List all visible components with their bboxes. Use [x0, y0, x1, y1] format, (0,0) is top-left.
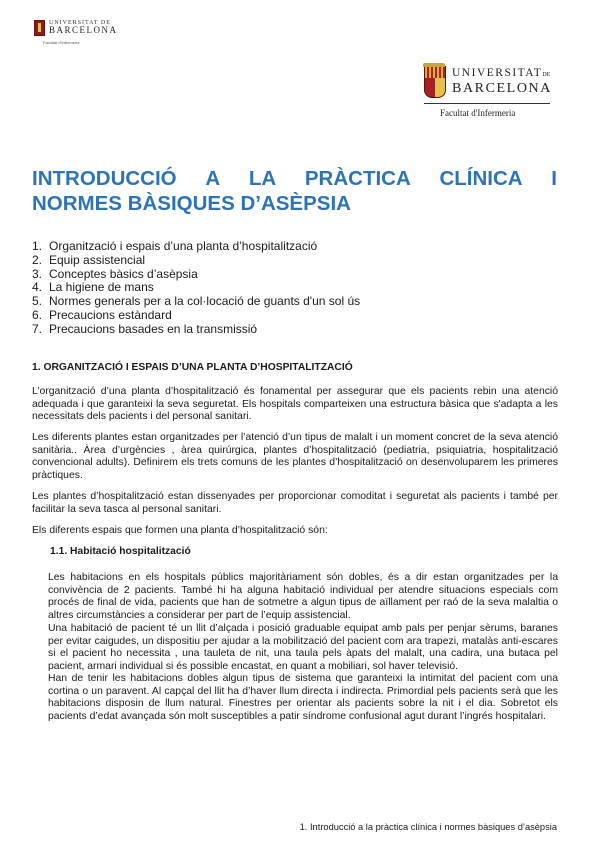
logo-line1: UNIVERSITAT	[452, 67, 543, 80]
toc-item	[32, 295, 360, 309]
logo-line1-suffix: DE	[542, 72, 551, 79]
document-title	[32, 166, 557, 216]
paragraph: L’organització d’una planta d’hospitalització és fonamental per assegurar que els pacients rebin una atenció adequada i que garanteixi la seva seguretat. Els hospitals comparteixen una estructura bàsica que s'adapta a les necessitats dels pacients i del personal sanitari.	[32, 386, 558, 423]
paragraph: Una habitació de pacient té un llit d’alçada i posició graduable equipat amb pals per penjar sèrums, baranes per evitar caigudes, un dispositiu per ajudar a la mobilització del pacient com ara trapezi, matalàs anti-escares si el pacient ho necessita , una tauleta de nit, una taula pels àpats del malalt, una cadira, una butaca pel pacient, armari individual si és possible encastat, en quant a mobiliari, sol haver televisió.	[48, 623, 558, 672]
toc-item-number: 2.	[32, 252, 43, 267]
toc-item	[32, 254, 360, 268]
paragraph: Han de tenir les habitacions dobles algun tipus de sistema que garanteixi la intimitat del pacient com una cortina o un paravent. Al capçal del llit ha d’haver llum directa i indirecta. Primordial pels pacients serà que les habitacions disposin de llum natural. Finestres per orientar als pacients sobre la nit i el dia. Sobretot els pacients d’edat avançada són molt susceptibles a patir síndrome confusional agut durant l’ingrés hospitalari.	[48, 673, 558, 722]
toc-item	[32, 240, 360, 254]
university-logo	[424, 66, 554, 118]
toc-item-number: 3.	[32, 266, 43, 281]
toc-item-number: 5.	[32, 294, 43, 309]
small-university-logo	[34, 20, 118, 45]
logo-divider	[424, 103, 550, 104]
small-logo-line1: UNIVERSITAT DE	[49, 20, 111, 26]
faculty-name: Facultat d'Infermeria	[440, 108, 516, 118]
toc-item	[32, 268, 360, 282]
toc-item-label: Normes generals per a la col·locació de guants d'un sol ús	[49, 294, 361, 309]
paragraph: Els diferents espais que formen una planta d’hospitalització són:	[32, 525, 328, 536]
title-line2: NORMES BÀSIQUES D’ASÈPSIA	[32, 192, 351, 215]
toc-item	[32, 323, 360, 337]
small-crest-icon	[34, 20, 45, 36]
toc-item-label: Conceptes bàsics d’asèpsia	[49, 266, 198, 281]
section-heading: 1. ORGANITZACIÓ I ESPAIS D’UNA PLANTA D’HOSPITALITZACIÓ	[32, 362, 353, 373]
subsection-heading: 1.1. Habitació hospitalització	[50, 546, 191, 557]
toc-item-label: Organització i espais d’una planta d’hospitalització	[49, 239, 318, 253]
university-crest-icon	[424, 66, 446, 98]
toc-item	[32, 309, 360, 323]
toc-item-number: 1.	[32, 239, 43, 253]
title-line1: INTRODUCCIÓ A LA PRÀCTICA CLÍNICA I	[32, 167, 557, 190]
toc-item-label: Equip assistencial	[49, 252, 146, 267]
toc-item-number: 7.	[32, 321, 43, 336]
small-logo-line3: Facultat d'Infermeria	[43, 40, 80, 45]
paragraph: Les diferents plantes estan organitzades per l’atenció d’un tipus de malalt i un moment concret de la seva atenció sanitària.. Àrea d’urgències , àrea quirúrgica, plantes d’hospitalització (pediatria, psiquiatria, hospitalització convencional adults). Definirem els trets comuns de les plantes d’hospitalització on desenvoluparem les primeres pràctiques.	[32, 432, 558, 481]
toc-item-label: La higiene de mans	[49, 280, 154, 295]
toc-item-label: Precaucions estàndard	[49, 307, 172, 322]
toc-item-number: 4.	[32, 280, 43, 295]
paragraph: Les plantes d’hospitalització estan dissenyades per proporcionar comoditat i seguretat als pacients i també per facilitar la seva tasca al personal sanitari.	[32, 491, 558, 515]
page-footer: 1. Introducció a la pràctica clínica i normes bàsiques d’asèpsia	[299, 822, 557, 832]
toc-item-label: Precaucions basades en la transmissió	[49, 321, 258, 336]
logo-line2: BARCELONA	[452, 80, 552, 96]
table-of-contents	[32, 240, 360, 337]
toc-item	[32, 281, 360, 295]
toc-item-number: 6.	[32, 307, 43, 322]
small-logo-line2: BARCELONA	[49, 25, 118, 35]
paragraph: Les habitacions en els hospitals públics majoritàriament són dobles, és a dir estan organitzades per la convivència de 2 pacients. També hi ha alguna habitació individual per atendre situacions especials com procés de final de vida, pacients que han de sotmetre a algun tipus de aïllament per raó de la seva malaltia o altres circumstàncies a considerar per part de l’equip assistencial.	[48, 572, 558, 621]
